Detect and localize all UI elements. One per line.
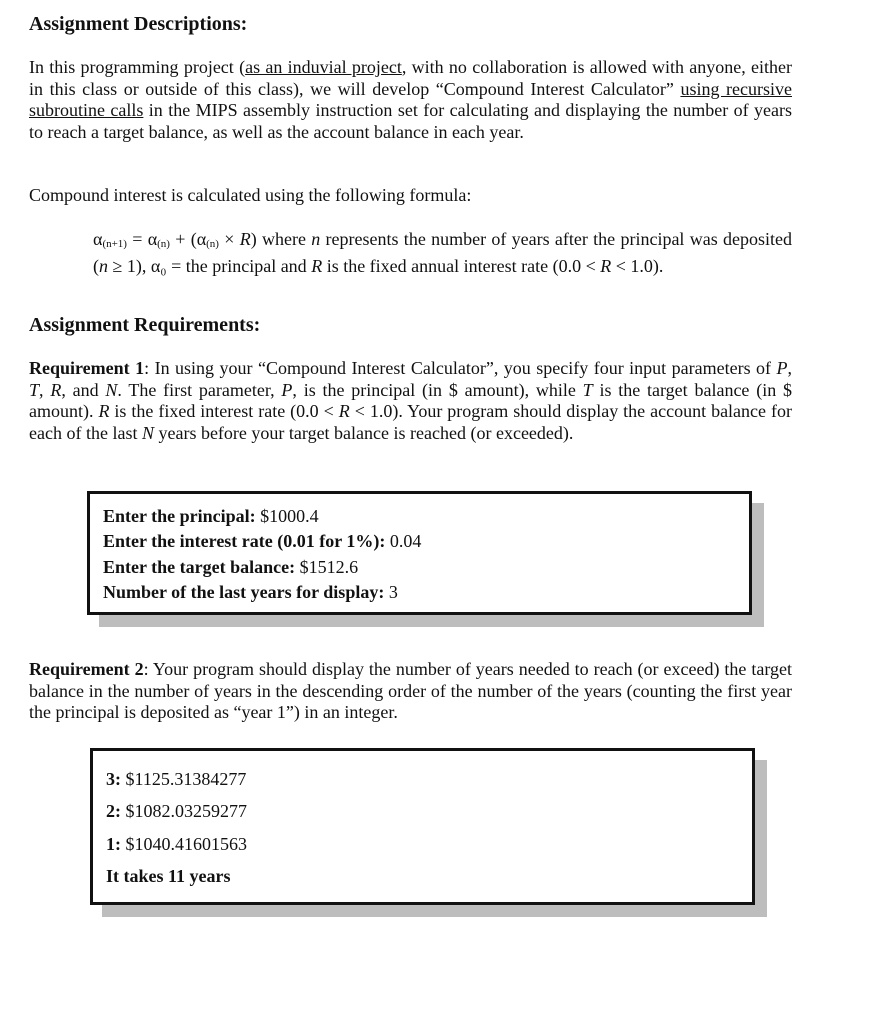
individual-project-underlined: as an induvial project xyxy=(245,57,402,77)
input-line-principal: Enter the principal: $1000.4 xyxy=(103,506,319,526)
input-line-target-balance: Enter the target balance: $1512.6 xyxy=(103,556,359,577)
assignment-descriptions-heading: Assignment Descriptions: xyxy=(29,13,248,35)
requirement-2-label: Requirement 2 xyxy=(29,659,144,679)
requirement-1-label: Requirement 1 xyxy=(29,358,145,378)
intro-paragraph: In this programming project (as an induvial project, with no collaboration is allowed with anyone, either in this class or outside of this class), we will develop “Compound Interest Calculator” using recursive subroutine calls in the MIPS assembly instruction set for calculating and displaying the number of years to reach a target balance, as well as the account balance in each year. xyxy=(29,57,793,142)
input-line-years-display: Number of the last years for display: 3 xyxy=(103,581,398,602)
output-result-line: It takes 11 years xyxy=(106,865,231,886)
output-example-box xyxy=(90,748,755,905)
recursive-calls-underlined: using recursive subroutine calls xyxy=(29,78,792,120)
input-line-interest-rate: Enter the interest rate (0.01 for 1%): 0.04 xyxy=(103,531,422,552)
requirement-2-paragraph: Requirement 2: Your program should display the number of years needed to reach (or exceed) the target balance in the number of years in the descending order of the number of the years (counting the first year the principal is deposited as “year 1”) in an integer. xyxy=(29,659,792,722)
output-line-year-2: 2: $1082.03259277 xyxy=(106,801,247,822)
output-line-year-1: 1: $1040.41601563 xyxy=(106,833,247,854)
requirement-1-paragraph: Requirement 1: In using your “Compound Interest Calculator”, you specify four input parameters of P, T, R, and N. The first parameter, P, is the principal (in $ amount), while T is the target balance (in $ amount). R is the fixed interest rate (0.0 < R < 1.0). Your program should display the account balance for each of the last N years before your target balance is reached (or exceeded). xyxy=(29,358,793,443)
formula-intro: Compound interest is calculated using the following formula: xyxy=(29,185,472,205)
input-example-box xyxy=(87,491,752,615)
compound-interest-formula: $\alpha_{(n+1)} = \alpha_{(n)} + (\alpha_{(n)} \times R)$ where n represents the number of years after the principal was deposited (n ≥ 1), α₀ = the principal and R is the fixed annual interest rate (0.0 < R < 1.0). xyxy=(93,229,792,276)
output-line-year-3: 3: $1125.31384277 xyxy=(106,769,247,789)
assignment-requirements-heading: Assignment Requirements: xyxy=(29,314,261,336)
